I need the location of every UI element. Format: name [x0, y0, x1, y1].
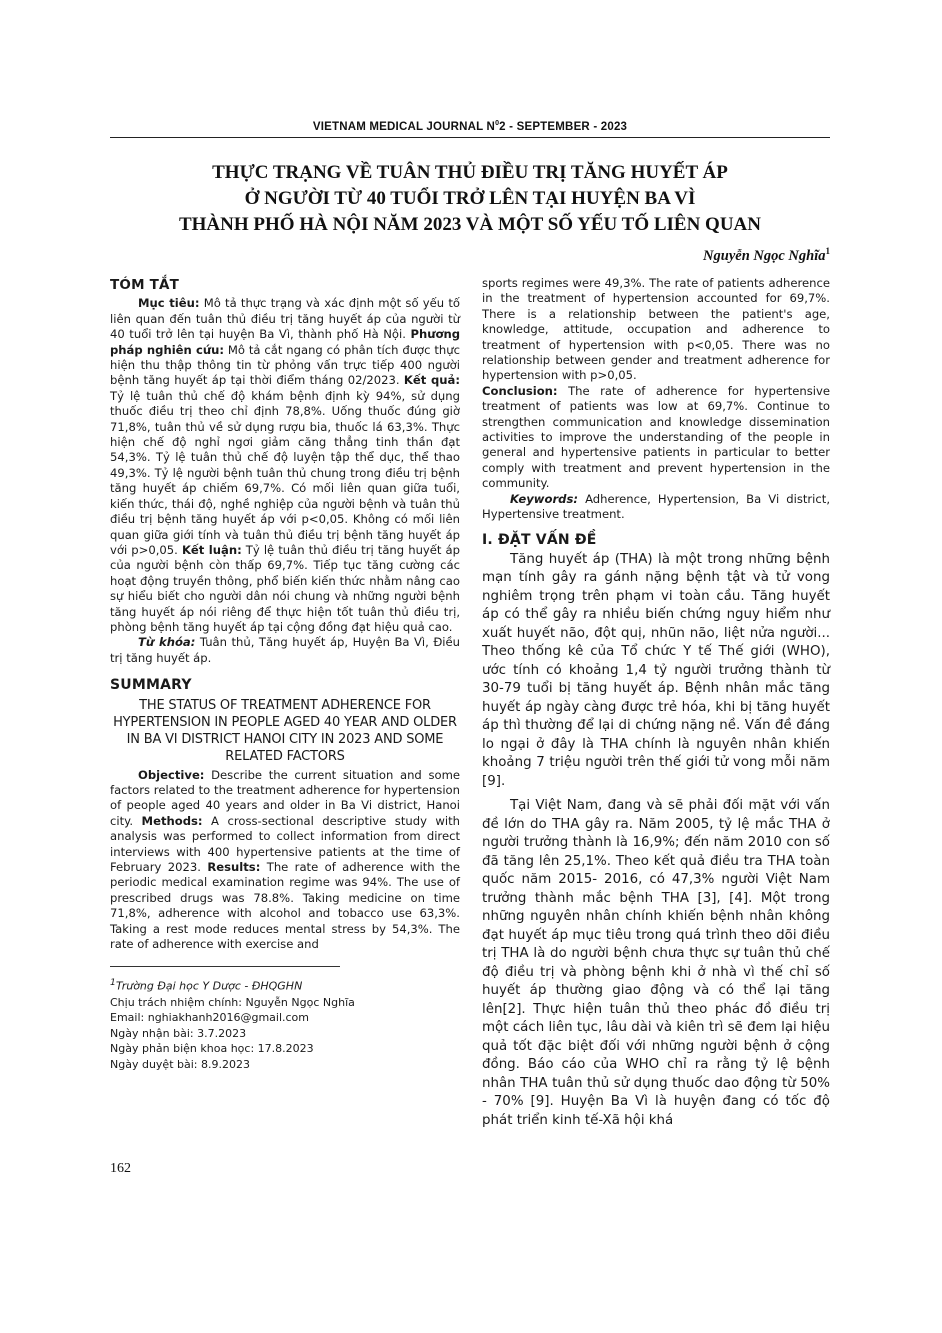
summary-conclusion: Conclusion: The rate of adherence for hypertensive treatment of patients was low at 69,7%. Continue to strengthen communication and knowledge dissemination activities to improve the understanding of the people in general and hypertensive patients in particular to better comply with treatment and prevent hypertension in the community.: [482, 383, 831, 491]
section-1-paragraph-2: Tại Việt Nam, đang và sẽ phải đối mặt với vấn đề lớn do THA gây ra. Năm 2005, tỷ lệ mắc THA ở người trưởng thành là 16,9%; đến năm 2010 con số đã tăng lên 25,1%. Theo kết quả điều tra THA toàn quốc năm 2015- 2016, có 47,3% người Việt Nam trưởng thành mắc bệnh THA [3], [4]. Một trong những nguyên nhân chính khiến bệnh nhân không đạt huyết áp mục tiêu trong quá trình theo dõi điều trị THA là do người bệnh chưa thực sự tuân thủ chế độ điều trị và phòng bệnh khi ở nhà vì thế chỉ số huyết áp thường giao động và có thể lại tăng lên[2]. Thực hiện tuân thủ theo phác đồ điều trị một cách liên tục, lâu dài và kiên trì sẽ đem lại hiệu quả tốt đặc biệt đối với những người bệnh ở cộng đồng. Báo cáo của WHO chỉ ra rằng tỷ lệ bệnh nhân THA tuân thủ sử dụng thuốc dao động từ 50% - 70% [9]. Huyện Ba Vì là huyện đang có tốc độ phát triển kinh tế-Xã hội khá: [482, 798, 830, 1128]
abstract-vi-body: Mục tiêu: Mô tả thực trạng và xác định một số yếu tố liên quan đến tuân thủ điều trị tăng huyết áp của người từ 40 tuổi trở lên tại huyện Ba Vì, thành phố Hà Nội. Phương pháp nghiên cứu: Mô tả cắt ngang có phân tích được thực hiện thu thập thông tin từ phỏng vấn trực tiếp 400 người bệnh tăng huyết áp tại thời điểm tháng 02/2023. Kết quả: Tỷ lệ tuân thủ chế độ khám bệnh định kỳ 94%, sử dụng thuốc điều trị theo chỉ định 78,8%. Uống thuốc đúng giờ 71,8%, tuân thủ về sử dụng rượu bia, thuốc lá 63,3%. Thực hiện chế độ nghỉ ngơi giảm căng thẳng tinh thần đạt 54,3%. Tỷ lệ tuân thủ chế độ luyện tập thể dục, thể thao 49,3%. Tỷ lệ người bệnh tuân thủ chung trong điều trị bệnh tăng huyết áp chiếm 69,7%. Có mối liên quan giữa tuổi, kiến thức, thái độ, nghề nghiệp của người bệnh và tuân thủ điều trị bệnh tăng huyết áp với p<0,05. Không có mối liên quan giữa giới tính và tuân thủ điều trị bệnh tăng huyết áp với p>0,05. Kết luận: Tỷ lệ tuân thủ điều trị tăng huyết áp của người bệnh còn thấp 69,7%. Tiếp tục tăng cường các hoạt động truyền thông, phổ biến kiến thức nhằm nâng cao sự hiểu biết cho người dân nói chung và những người bệnh tăng huyết áp nói riêng để thực hiện tốt tuân thủ điều trị, phòng bệnh tăng huyết áp tại cộng đồng đạt hiệu quả cao.: [110, 296, 461, 634]
keywords-vi: Từ khóa: Tuân thủ, Tăng huyết áp, Huyện Ba Vì, Điều trị tăng huyết áp.: [110, 635, 460, 665]
footnote-accepted: Ngày duyệt bài: 8.9.2023: [110, 1058, 250, 1072]
section-1-heading: I. ĐẶT VẤN ĐỀ: [482, 531, 597, 548]
footnote-reviewed: Ngày phản biện khoa học: 17.8.2023: [110, 1042, 314, 1056]
author: Nguyễn Ngọc Nghĩa$^1$: [703, 246, 830, 264]
keywords-en: Keywords: Adherence, Hypertension, Ba Vi district, Hypertensive treatment.: [482, 491, 830, 522]
section-1-body: [482, 551, 830, 1131]
footnotes: [110, 975, 460, 1072]
summary-body-left: Objective: Describe the current situation and some factors related to the treatment adherence for hypertension of people aged 40 years and older in Ba Vi district, Hanoi city. Methods: A cross-sectional descriptive study with analysis was performed to collect information from direct interviews with 400 hypertensive patients at the time of February 2023. Results: The rate of adherence with the periodic medical examination regime was 94%. The use of prescribed drugs was 78.8%. Taking medicine on time 71,8%, adherence with alcohol and tobacco use 63,3%. Taking a rest mode reduces mental stress by 54,3%. The rate of adherence with exercise and: [110, 767, 461, 952]
footnote-received: Ngày nhận bài: 3.7.2023: [110, 1026, 247, 1040]
title-line-1: THỰC TRẠNG VỀ TUÂN THỦ ĐIỀU TRỊ TĂNG HUYẾT ÁP: [212, 162, 728, 183]
right-column: [482, 276, 830, 1130]
title-line-3: THÀNH PHỐ HÀ NỘI NĂM 2023 VÀ MỘT SỐ YẾU TỐ LIÊN QUAN: [178, 214, 761, 235]
summary-body-right: sports regimes were 49,3%. The rate of patients adherence in the treatment of hypertension accounted for 69,7%. There is a relationship between the patient's age, knowledge, attitude, occupation and adherence to treatment of hypertension with p<0,05. There was no relationship between gender and treatment adherence for hypertension with p>0,05.: [482, 276, 830, 383]
summary-title: THE STATUS OF TREATMENT ADHERENCE FOR HYPERTENSION IN PEOPLE AGED 40 YEAR AND OLDER IN BA VI DISTRICT HANOI CITY IN 2023 AND SOME RELATED FACTORS: [113, 697, 457, 764]
footnote-affiliation: $^1$Trường Đại học Y Dược - ĐHQGHN: [110, 977, 303, 994]
footnote-divider: [110, 966, 340, 967]
page-number: 162: [110, 1161, 131, 1176]
abstract-vi-heading: TÓM TẮT: [110, 277, 180, 293]
section-1-paragraph-1: Tăng huyết áp (THA) là một trong những bệnh mạn tính gây ra gánh nặng bệnh tật và tử vong nghiêm trọng trên phạm vi toàn cầu. Tăng huyết áp có thể gây ra nhiều biến chứng nguy hiểm như xuất huyết não, đột quị, nhũn não, liệt nửa người... Theo thống kê của Tổ chức Y tế Thế giới (WHO), ước tính có khoảng 1,4 tỷ người trưởng thành từ 30-79 tuổi bị tăng huyết áp. Bệnh nhân mắc tăng huyết áp ngày càng được trẻ hóa, khi bị tăng huyết áp thì thường để lại di chứng nặng nề. Vấn đề đáng lo ngại ở đây là THA chính là nguyên nhân khiến khoảng 7 triệu người trên thế giới tử vong mỗi năm [9].: [482, 551, 830, 789]
title-line-2: Ở NGƯỜI TỪ 40 TUỔI TRỞ LÊN TẠI HUYỆN BA VÌ: [244, 188, 696, 209]
left-column: [110, 276, 460, 1073]
footnote-responsible: Chịu trách nhiệm chính: Nguyễn Ngọc Nghĩa: [110, 995, 355, 1009]
summary-heading: SUMMARY: [110, 677, 192, 694]
paper-title: [110, 160, 830, 238]
footnote-email: Email: nghiakhanh2016@gmail.com: [110, 1011, 310, 1025]
journal-header: VIETNAM MEDICAL JOURNAL $N^02$ - SEPTEMBER - 2023: [110, 120, 830, 138]
